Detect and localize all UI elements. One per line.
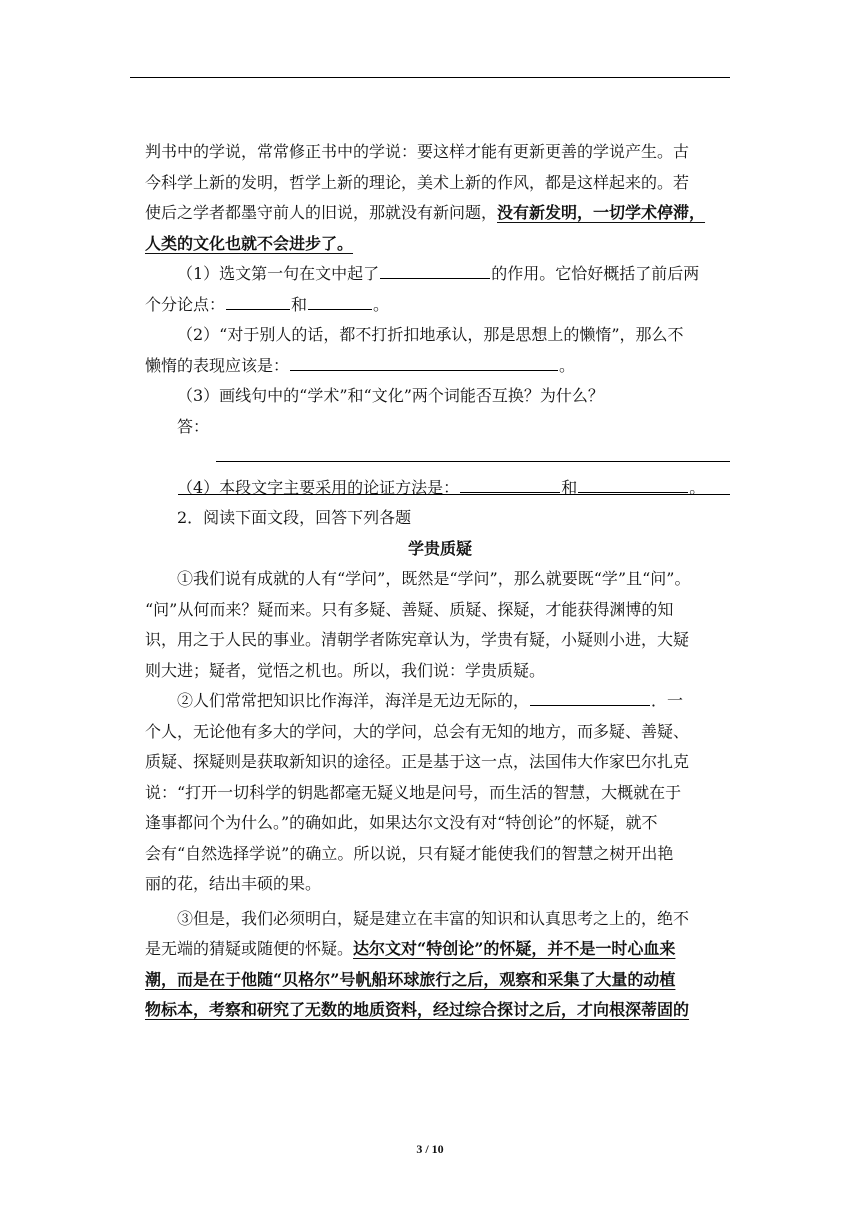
question-3: （3）画线句中的“学术”和“文化”两个词能否互换？为什么？ bbox=[177, 386, 604, 405]
plain-text: ②人们常常把知识比作海洋，海洋是无边无际的， bbox=[177, 691, 530, 710]
question-text: 和 bbox=[291, 294, 308, 314]
text-line: 则大进；疑者，觉悟之机也。所以，我们说：学贵质疑。 bbox=[145, 660, 546, 680]
text-line bbox=[145, 686, 735, 717]
question-2: （2）“对于别人的话，都不打折扣地承认，那是思想上的懒惰”，那么不 bbox=[177, 325, 684, 344]
text-line: 今科学上新的发明，哲学上新的理论，美术上新的作风，都是这样起来的。若 bbox=[145, 172, 690, 192]
text-line: 识，用之于人民的事业。清朝学者陈宪章认为，学贵有疑，小疑则小进，大疑 bbox=[145, 630, 690, 649]
text-line: ①我们说有成就的人有“学问”，既然是“学问”，那么就要既“学”且“问”。 bbox=[177, 569, 691, 588]
question-text: （4）本段文字主要采用的论证方法是： bbox=[177, 477, 460, 497]
question-text: 和 bbox=[561, 477, 578, 497]
text-line: 会有“自然选择学说”的确立。所以说，只有疑才能使我们的智慧之树开出艳 bbox=[145, 843, 674, 863]
text-line bbox=[145, 229, 735, 260]
text-line: 个人，无论他有多大的学问，大的学问，总会有无知的地方，而多疑、善疑、 bbox=[145, 721, 690, 741]
answer-label: 答： bbox=[177, 416, 210, 436]
text-line: 说：“打开一切科学的钥匙都毫无疑义地是问号，而生活的智慧，大概就在于 bbox=[145, 782, 682, 802]
text-line: 逢事都问个为什么。”的确如此，如果达尔文没有对“特创论”的怀疑，就不 bbox=[145, 813, 658, 832]
text-line: 判书中的学说，常常修正书中的学说：要这样才能有更新更善的学说产生。古 bbox=[145, 142, 690, 161]
plain-text: ．一 bbox=[651, 691, 684, 710]
underlined-sentence: 没有新发明，一切学术停滞， bbox=[497, 203, 706, 222]
answer-blank[interactable] bbox=[578, 474, 688, 493]
text-line: “问”从何而来？疑而来。只有多疑、善疑、质疑、探疑，才能获得渊博的知 bbox=[145, 599, 674, 619]
document-body bbox=[145, 137, 735, 1026]
question-text: 个分论点： bbox=[145, 294, 226, 314]
header-rule bbox=[130, 77, 730, 78]
answer-blank[interactable] bbox=[290, 352, 558, 371]
text-line: 丽的花，结出丰硕的果。 bbox=[145, 874, 322, 893]
answer-blank[interactable] bbox=[308, 291, 372, 310]
answer-line-row bbox=[145, 412, 735, 443]
text-line bbox=[145, 965, 735, 996]
answer-rule[interactable] bbox=[178, 494, 730, 495]
answer-blank[interactable] bbox=[226, 291, 290, 310]
question-4 bbox=[145, 473, 735, 504]
page-number: 3 / 10 bbox=[416, 1142, 444, 1156]
text-line: 质疑、探疑则是获取新知识的途径。正是基于这一点，法国伟大作家巴尔扎克 bbox=[145, 752, 690, 771]
article-title: 学贵质疑 bbox=[407, 538, 472, 558]
text-line: ③但是，我们必须明白，疑是建立在丰富的知识和认真思考之上的，绝不 bbox=[177, 908, 690, 928]
underlined-sentence: 物标本，考察和研究了无数的地质资料，经过综合探讨之后，才向根深蒂固的 bbox=[145, 1000, 690, 1019]
question-text: 。 bbox=[559, 355, 576, 375]
underlined-sentence: 潮，而是在于他随“贝格尔”号帆船环球旅行之后，观察和采集了大量的动植 bbox=[145, 969, 676, 989]
underlined-sentence: 达尔文对“特创论”的怀疑，并不是一时心血来 bbox=[353, 939, 676, 958]
text-line bbox=[145, 198, 735, 229]
plain-text: 使后之学者都墨守前人的旧说，那就没有新问题， bbox=[145, 203, 498, 222]
blank-row bbox=[145, 442, 735, 473]
answer-blank[interactable] bbox=[530, 687, 650, 706]
text-line bbox=[145, 934, 735, 965]
question-text: 。 bbox=[689, 477, 706, 497]
question-text: 的作用。它恰好概括了前后两 bbox=[491, 264, 700, 283]
answer-rule[interactable] bbox=[216, 461, 730, 462]
text-line bbox=[145, 995, 735, 1026]
question-1-cont bbox=[145, 290, 735, 321]
question-text: （1）选文第一句在文中起了 bbox=[177, 264, 380, 283]
answer-blank[interactable] bbox=[460, 474, 560, 493]
plain-text: 是无端的猜疑或随便的怀疑。 bbox=[145, 939, 354, 958]
question-1 bbox=[145, 259, 735, 290]
question-text: 懒惰的表现应该是： bbox=[145, 355, 290, 375]
question-2-cont bbox=[145, 351, 735, 382]
answer-blank[interactable] bbox=[380, 260, 490, 279]
section-heading: 2．阅读下面文段，回答下列各题 bbox=[177, 508, 412, 527]
question-text: 。 bbox=[373, 294, 390, 314]
underlined-sentence: 人类的文化也就不会进步了。 bbox=[145, 233, 354, 253]
